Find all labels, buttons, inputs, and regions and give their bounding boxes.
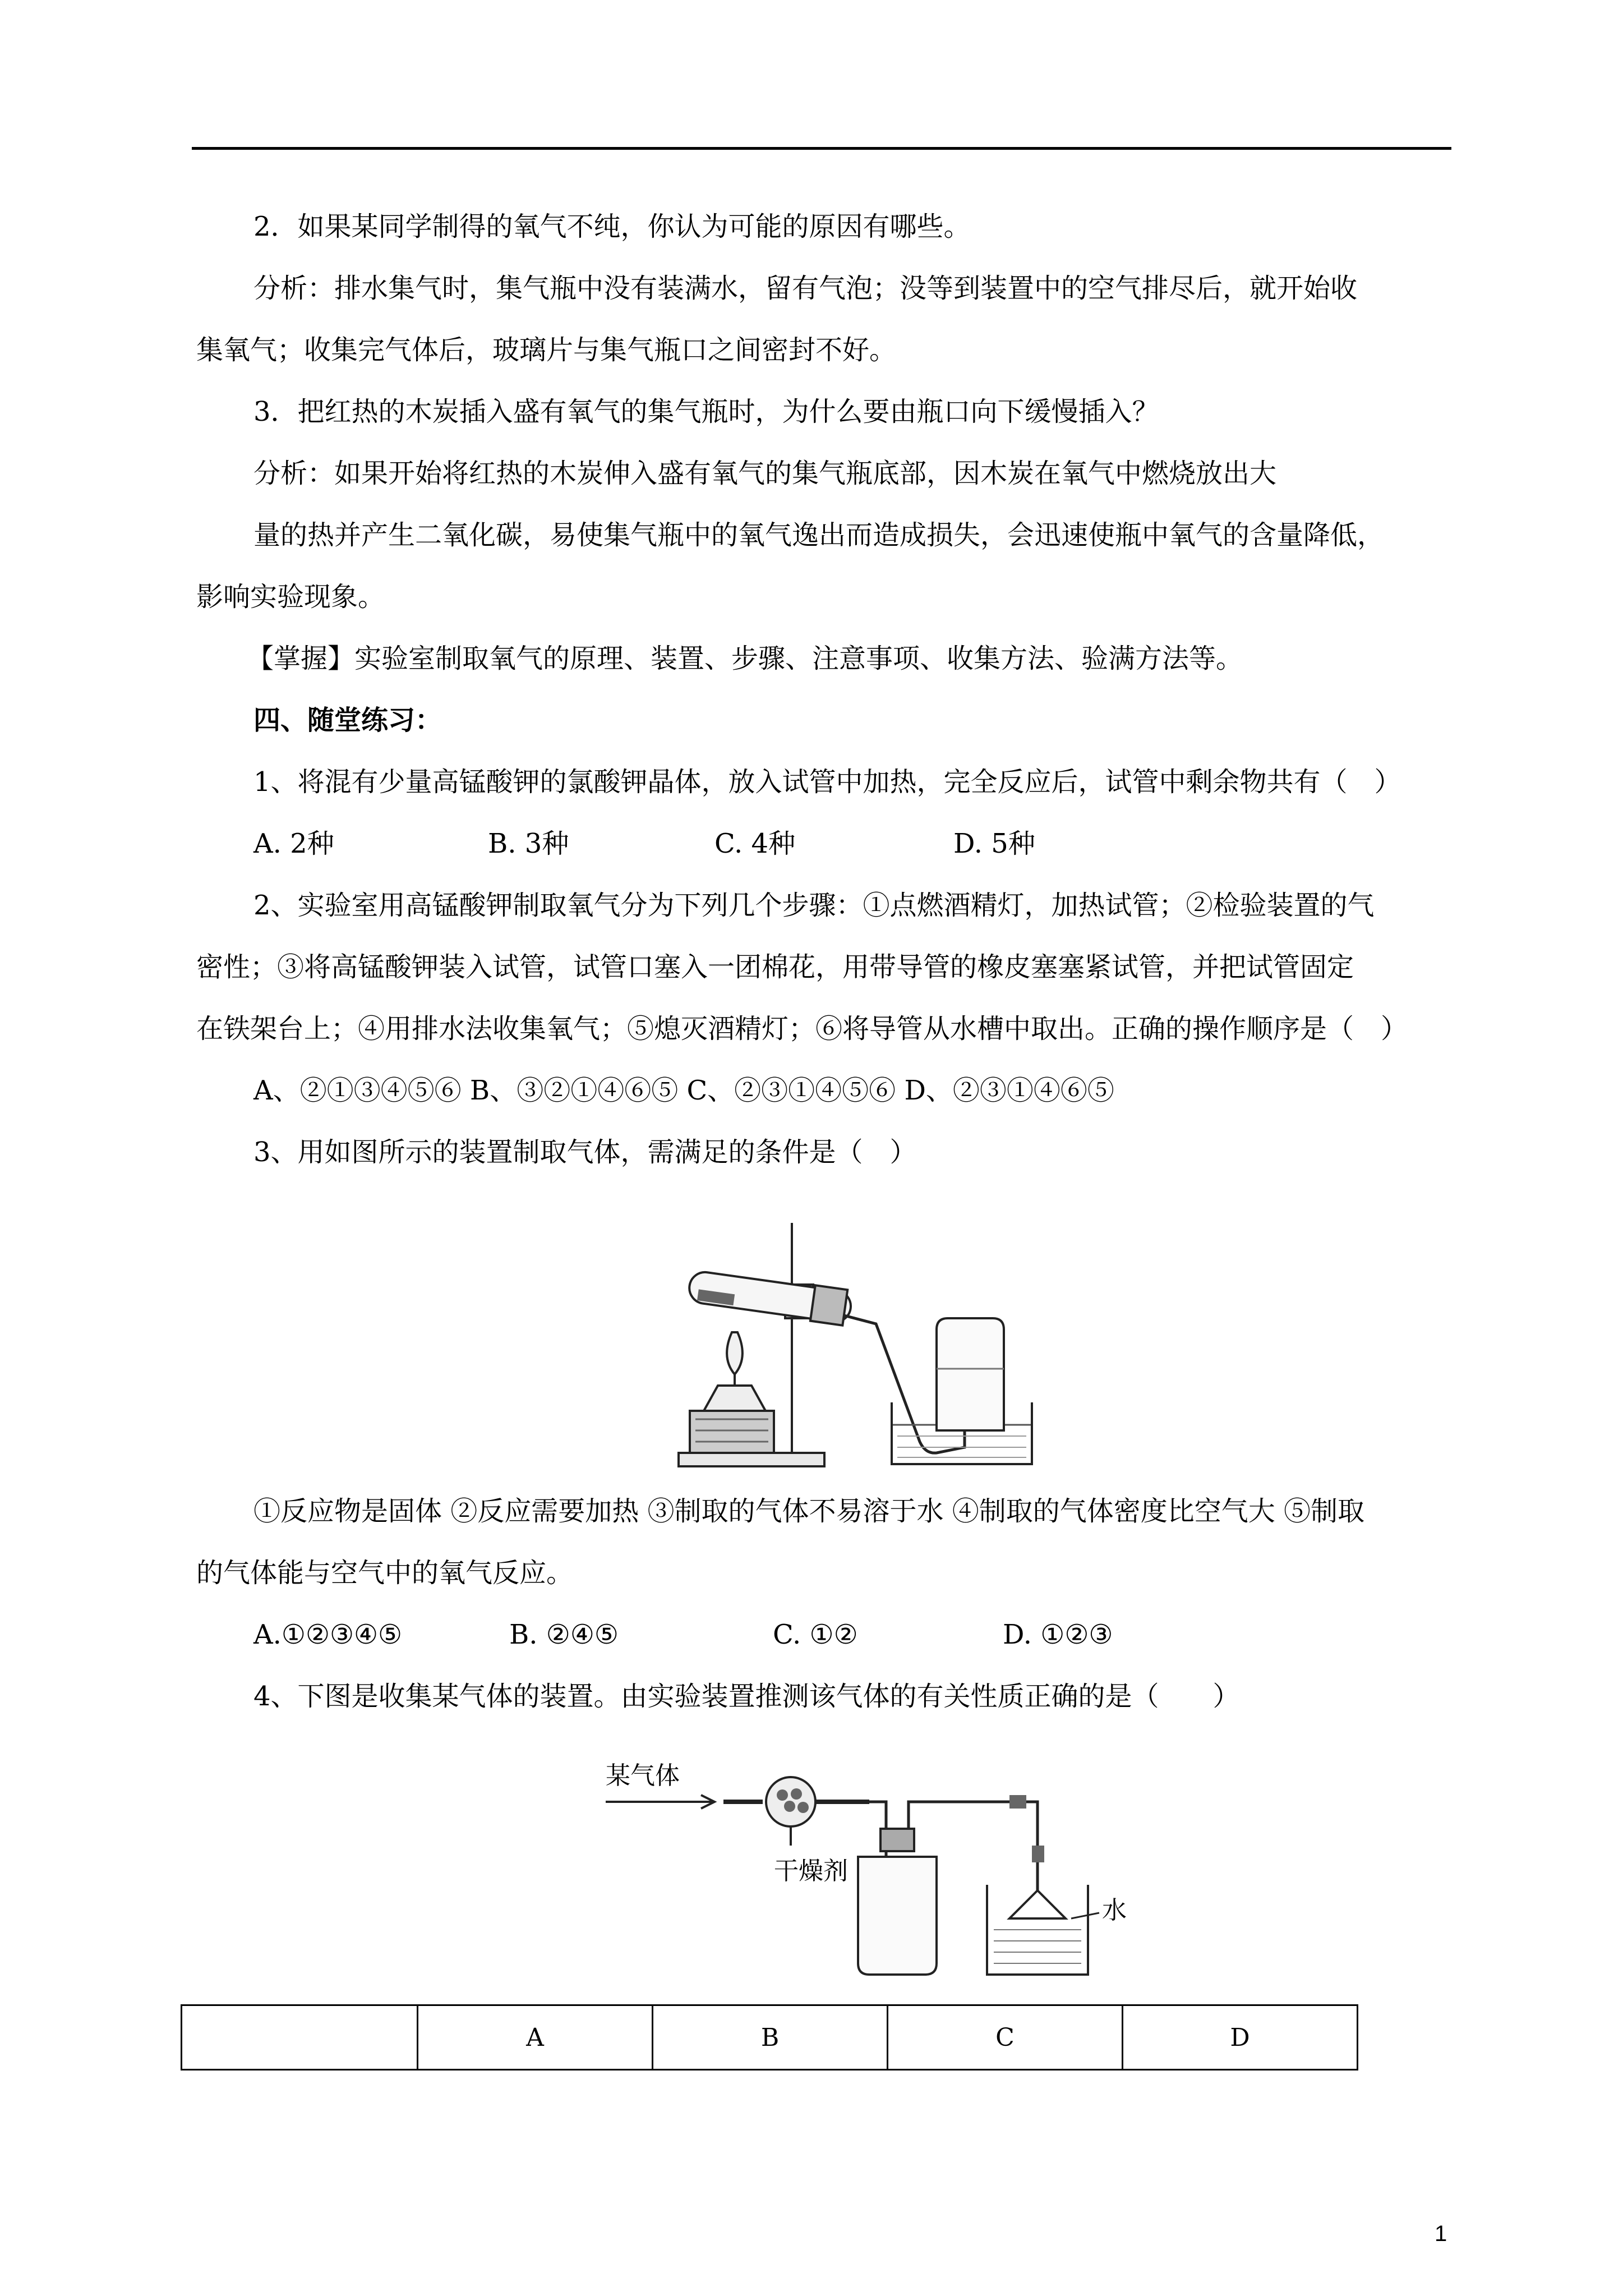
answer-table bbox=[181, 2004, 1358, 2070]
section-title: 四、随堂练习： bbox=[253, 705, 442, 736]
exercise-1-option-a: A. 2种 bbox=[253, 828, 334, 859]
q2-title: 2．如果某同学制得的氧气不纯，你认为可能的原因有哪些。 bbox=[253, 211, 971, 242]
exercise-3-option-c: C. ①② bbox=[773, 1619, 858, 1650]
water-label: 水 bbox=[1102, 1896, 1127, 1925]
exercise-3-conditions-line-1: ①反应物是固体 ②反应需要加热 ③制取的气体不易溶于水 ④制取的气体密度比空气大 ⑤制取 bbox=[253, 1496, 1365, 1527]
exercise-1-option-d: D. 5种 bbox=[953, 828, 1035, 859]
exercise-3-option-b: B. ②④⑤ bbox=[509, 1619, 619, 1650]
master-paragraph: 【掌握】实验室制取氧气的原理、装置、步骤、注意事项、收集方法、验满方法等。 bbox=[247, 643, 1243, 674]
q3-analysis-line-2: 量的热并产生二氧化碳，易使集气瓶中的氧气逸出而造成损失，会迅速使瓶中氧气的含量降低， bbox=[253, 519, 1385, 551]
gas-label: 某气体 bbox=[606, 1761, 680, 1790]
exercise-3-stem: 3、用如图所示的装置制取气体，需满足的条件是（ ） bbox=[253, 1137, 917, 1168]
q2-analysis-line-1: 分析：排水集气时，集气瓶中没有装满水，留有气泡；没等到装置中的空气排尽后，就开始收 bbox=[253, 273, 1358, 304]
header-rule bbox=[192, 147, 1451, 150]
exercise-2-stem-line-3: 在铁架台上；④用排水法收集氧气；⑤熄灭酒精灯；⑥将导管从水槽中取出。正确的操作顺序是（ ） bbox=[196, 1013, 1408, 1045]
page-number: 1 bbox=[1435, 2221, 1447, 2246]
q3-analysis-line-3: 影响实验现象。 bbox=[196, 581, 385, 613]
table-cell-a: A bbox=[418, 2005, 653, 2070]
table-cell-b: B bbox=[653, 2005, 888, 2070]
exercise-1-option-c: C. 4种 bbox=[714, 828, 796, 859]
q2-analysis-line-2: 集氧气；收集完气体后，玻璃片与集气瓶口之间密封不好。 bbox=[196, 334, 897, 366]
exercise-1-option-b: B. 3种 bbox=[488, 828, 569, 859]
table-cell-c: C bbox=[888, 2005, 1123, 2070]
exercise-1-stem: 1、将混有少量高锰酸钾的氯酸钾晶体，放入试管中加热，完全反应后，试管中剩余物共有（ ） bbox=[253, 766, 1401, 798]
exercise-2-stem-line-2: 密性；③将高锰酸钾装入试管，试管口塞入一团棉花，用带导管的橡皮塞塞紧试管，并把试管固定 bbox=[196, 951, 1354, 983]
table-cell-blank bbox=[182, 2005, 418, 2070]
q3-analysis-line-1: 分析：如果开始将红热的木炭伸入盛有氧气的集气瓶底部，因木炭在氧气中燃烧放出大 bbox=[253, 458, 1277, 489]
exercise-2-options: A、②①③④⑤⑥ B、③②①④⑥⑤ C、②③①④⑤⑥ D、②③①④⑥⑤ bbox=[253, 1075, 1114, 1106]
figure-heating-apparatus bbox=[673, 1217, 1043, 1475]
exercise-3-option-d: D. ①②③ bbox=[1003, 1619, 1113, 1650]
desiccant-label: 干燥剂 bbox=[774, 1857, 848, 1885]
q3-title: 3．把红热的木炭插入盛有氧气的集气瓶时，为什么要由瓶口向下缓慢插入？ bbox=[253, 396, 1159, 427]
exercise-3-conditions-line-2: 的气体能与空气中的氧气反应。 bbox=[196, 1557, 574, 1589]
exercise-3-option-a: A.①②③④⑤ bbox=[253, 1619, 403, 1650]
figure-gas-collection-apparatus bbox=[594, 1750, 1144, 1980]
table-cell-d: D bbox=[1123, 2005, 1358, 2070]
exercise-2-stem-line-1: 2、实验室用高锰酸钾制取氧气分为下列几个步骤：①点燃酒精灯，加热试管；②检验装置的气 bbox=[253, 890, 1375, 921]
table-row bbox=[182, 2005, 1358, 2070]
exercise-4-stem: 4、下图是收集某气体的装置。由实验装置推测该气体的有关性质正确的是（ ） bbox=[253, 1681, 1240, 1712]
